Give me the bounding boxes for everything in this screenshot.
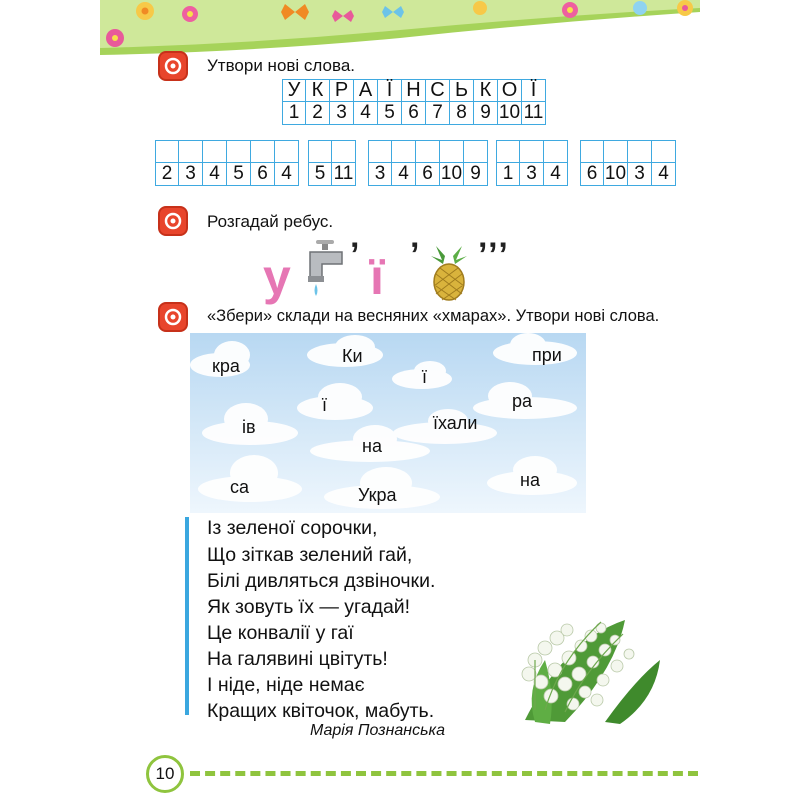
cloud-syllable: кра <box>212 356 240 376</box>
code-cell: 6 <box>580 163 604 186</box>
poem-author: Марія Познанська <box>310 722 445 739</box>
cloud-syllable: ї <box>422 367 428 387</box>
lily-of-the-valley-image <box>505 600 665 725</box>
answer-cell[interactable] <box>580 140 604 163</box>
letter-cell: Р <box>330 79 354 102</box>
code-cell: 5 <box>308 163 332 186</box>
letter-cell: К <box>306 79 330 102</box>
cloud-syllable: са <box>230 477 250 497</box>
code-cell: 11 <box>332 163 356 186</box>
answer-cell[interactable] <box>275 140 299 163</box>
code-cell: 6 <box>251 163 275 186</box>
rebus-comma: ’ <box>410 236 420 274</box>
code-cell: 10 <box>604 163 627 184</box>
code-cell: 2 <box>155 163 179 186</box>
snail-task-icon <box>158 206 188 236</box>
letter-cell: Ї <box>378 79 402 102</box>
answer-cell[interactable] <box>308 140 332 163</box>
cloud-syllable: ра <box>512 391 533 411</box>
code-cell: 3 <box>368 163 392 186</box>
code-cell: 4 <box>544 163 568 186</box>
letter-grid <box>282 79 546 102</box>
poem-line: Із зеленої сорочки, <box>207 517 378 539</box>
answer-cell[interactable] <box>464 140 488 163</box>
code-cell: 4 <box>392 163 416 186</box>
cloud-syllable: ї <box>322 395 328 415</box>
answer-cell[interactable] <box>628 140 652 163</box>
number-cell: 2 <box>306 102 330 125</box>
poem-line: Як зовуть їх — угадай! <box>207 596 411 618</box>
pineapple-icon <box>428 238 470 302</box>
code-cell: 1 <box>496 163 520 186</box>
cloud-panel <box>190 333 586 513</box>
poem-line: Що зіткав зелений гай, <box>207 544 413 566</box>
rebus-triple-comma: ’’’ <box>478 236 510 274</box>
number-cell: 1 <box>282 102 306 125</box>
code-cell: 9 <box>464 163 488 186</box>
number-cell: 7 <box>426 102 450 125</box>
code-cell: 4 <box>203 163 227 186</box>
flower-banner <box>100 0 700 55</box>
code-cell: 6 <box>416 163 440 186</box>
poem-line: Це конвалії у гаї <box>207 622 354 644</box>
number-grid <box>282 102 546 125</box>
poem-line: Кращих квіточок, мабуть. <box>207 700 435 722</box>
answer-cell[interactable] <box>416 140 440 163</box>
word-grid-1 <box>155 140 299 186</box>
answer-cell[interactable] <box>368 140 392 163</box>
word-grid-2 <box>308 140 356 186</box>
letter-cell: А <box>354 79 378 102</box>
answer-cell[interactable] <box>392 140 416 163</box>
poem-line: На галявині цвітуть! <box>207 648 388 670</box>
poem-line: І ніде, ніде немає <box>207 674 365 696</box>
answer-cell[interactable] <box>652 140 676 163</box>
number-cell: 11 <box>522 102 546 125</box>
answer-cell[interactable] <box>155 140 179 163</box>
cloud-syllable: при <box>532 345 562 365</box>
answer-cell[interactable] <box>227 140 251 163</box>
code-cell: 10 <box>440 163 463 184</box>
footer-dashed-line <box>190 771 698 776</box>
number-cell: 6 <box>402 102 426 125</box>
task3-instruction: «Збери» склади на весняних «хмарах». Утвори нові слова. <box>207 307 660 325</box>
number-cell: 10 <box>498 102 521 123</box>
code-cell: 4 <box>652 163 676 186</box>
number-cell: 9 <box>474 102 498 125</box>
cloud-syllable: на <box>362 436 382 456</box>
answer-cell[interactable] <box>496 140 520 163</box>
letter-cell: Ь <box>450 79 474 102</box>
code-cell: 5 <box>227 163 251 186</box>
poem-accent-bar <box>185 517 189 715</box>
rebus-comma: ’ <box>350 236 360 274</box>
task2-instruction: Розгадай ребус. <box>207 212 334 231</box>
answer-cell[interactable] <box>332 140 356 163</box>
answer-cell[interactable] <box>440 140 464 163</box>
cloud-syllable: Укра <box>358 485 397 505</box>
letter-cell: У <box>282 79 306 102</box>
snail-task-icon <box>158 302 188 332</box>
number-cell: 3 <box>330 102 354 125</box>
letter-cell: Н <box>402 79 426 102</box>
code-cell: 3 <box>520 163 544 186</box>
number-cell: 5 <box>378 102 402 125</box>
rebus-letter-u: у <box>263 249 291 305</box>
number-cell: 4 <box>354 102 378 125</box>
cloud-syllable: ів <box>242 417 256 437</box>
letter-cell: К <box>474 79 498 102</box>
snail-task-icon <box>158 51 188 81</box>
answer-cell[interactable] <box>520 140 544 163</box>
code-cell: 4 <box>275 163 299 186</box>
answer-cell[interactable] <box>604 140 628 163</box>
answer-cell[interactable] <box>179 140 203 163</box>
word-grid-4 <box>496 140 568 186</box>
letter-cell: Ї <box>522 79 546 102</box>
rebus-letter-i: ї <box>370 249 385 305</box>
code-cell: 3 <box>179 163 203 186</box>
page-number: 10 <box>146 755 184 793</box>
answer-cell[interactable] <box>203 140 227 163</box>
task1-instruction: Утвори нові слова. <box>207 56 356 75</box>
code-cell: 3 <box>628 163 652 186</box>
water-tap-icon <box>302 238 350 300</box>
number-cell: 8 <box>450 102 474 125</box>
cloud-syllable: Ки <box>342 346 363 366</box>
cloud-syllable: на <box>520 470 540 490</box>
poem-line: Білі дивляться дзвіночки. <box>207 570 436 592</box>
word-grid-5 <box>580 140 676 186</box>
letter-cell: О <box>498 79 522 102</box>
answer-cell[interactable] <box>544 140 568 163</box>
letter-cell: С <box>426 79 450 102</box>
cloud-syllable: їхали <box>433 413 478 433</box>
answer-cell[interactable] <box>251 140 275 163</box>
word-grid-3 <box>368 140 488 186</box>
